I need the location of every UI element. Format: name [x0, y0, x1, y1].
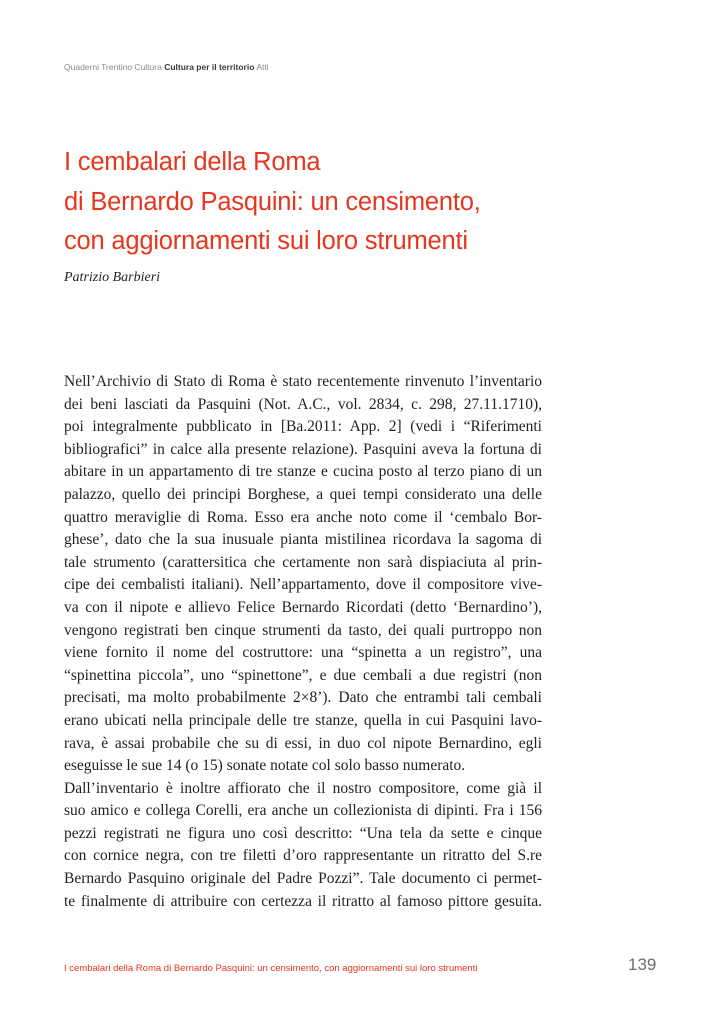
body-line: eseguisse le sue 14 (o 15) sonate notate col solo basso numerato.	[64, 757, 466, 775]
body-line: suo amico e collega Corelli, era anche un collezionista di dipinti. Fra i 156	[64, 802, 542, 820]
body-line: poi integralmente pubblicato in [Ba.2011: App. 2] (vedi i “Riferimenti	[64, 418, 542, 436]
article-title	[64, 143, 624, 262]
title-line: I cembalari della Roma	[64, 148, 321, 176]
header-section: Cultura per il territorio	[164, 62, 255, 72]
article-author: Patrizio Barbieri	[64, 270, 161, 285]
running-header	[64, 62, 269, 72]
body-line: tale strumento (carattersitica che certamente non sarà dispiaciuta al prin-	[64, 553, 542, 571]
body-line: quattro meraviglie di Roma. Esso era anche noto come il ‘cembalo Bor-	[64, 508, 542, 526]
body-line: rava, è assai probabile che su di essi, in duo col nipote Bernardino, egli	[64, 734, 542, 752]
body-line: “spinettina piccola”, uno “spinettone”, e due cembali a due registri (non	[64, 666, 542, 684]
body-line: abitare in un appartamento di tre stanze e cucina posto al terzo piano di un	[64, 463, 542, 481]
footer-running-title: I cembalari della Roma di Bernardo Pasquini: un censimento, con aggiornamenti sui loro strumenti	[64, 963, 478, 974]
body-line: te finalmente di attribuire con certezza il ritratto al famoso pittore gesuita.	[64, 892, 542, 910]
header-category: Atti	[256, 62, 269, 72]
body-line: Bernardo Pasquino originale del Padre Pozzi”. Tale documento ci permet-	[64, 870, 542, 888]
body-line: viene fornito il nome del costruttore: una “spinetta a un registro”, una	[64, 644, 542, 662]
body-line: ghese’, dato che la sua inusuale pianta mistilinea ricordava la sagoma di	[64, 531, 542, 549]
article-body	[64, 371, 542, 913]
body-line: cipe dei cembalisti italiani). Nell’appartamento, dove il compositore vive-	[64, 576, 542, 594]
body-line: dei beni lasciati da Pasquini (Not. A.C., vol. 2834, c. 298, 27.11.1710),	[64, 395, 542, 413]
page-number: 139	[628, 955, 657, 974]
body-line: bibliografici” in calce alla presente relazione). Pasquini aveva la fortuna di	[64, 440, 542, 458]
title-line: con aggiornamenti sui loro strumenti	[64, 227, 468, 255]
body-line: palazzo, quello dei principi Borghese, a quei tempi considerato una delle	[64, 485, 542, 503]
body-line: con cornice negra, con tre filetti d’oro rappresentante un ritratto del S.re	[64, 847, 542, 865]
body-line: va con il nipote e allievo Felice Bernardo Ricordati (detto ‘Bernardino’),	[64, 598, 542, 616]
body-line: Nell’Archivio di Stato di Roma è stato recentemente rinvenuto l’inventario	[64, 373, 542, 390]
body-line: precisati, ma molto probabilmente 2×8’). Dato che entrambi tali cembali	[64, 689, 542, 707]
body-line: pezzi registrati ne figura uno così descritto: “Una tela da sette e cinque	[64, 824, 542, 842]
body-line: vengono registrati ben cinque strumenti da tasto, dei quali purtroppo non	[64, 621, 542, 639]
body-line: erano ubicati nella principale delle tre stanze, quella in cui Pasquini lavo-	[64, 711, 542, 729]
title-line: di Bernardo Pasquini: un censimento,	[64, 187, 481, 216]
body-line: Dall’inventario è inoltre affiorato che il nostro compositore, come già il	[64, 779, 542, 797]
header-series: Quaderni Trentino Cultura	[64, 62, 162, 72]
